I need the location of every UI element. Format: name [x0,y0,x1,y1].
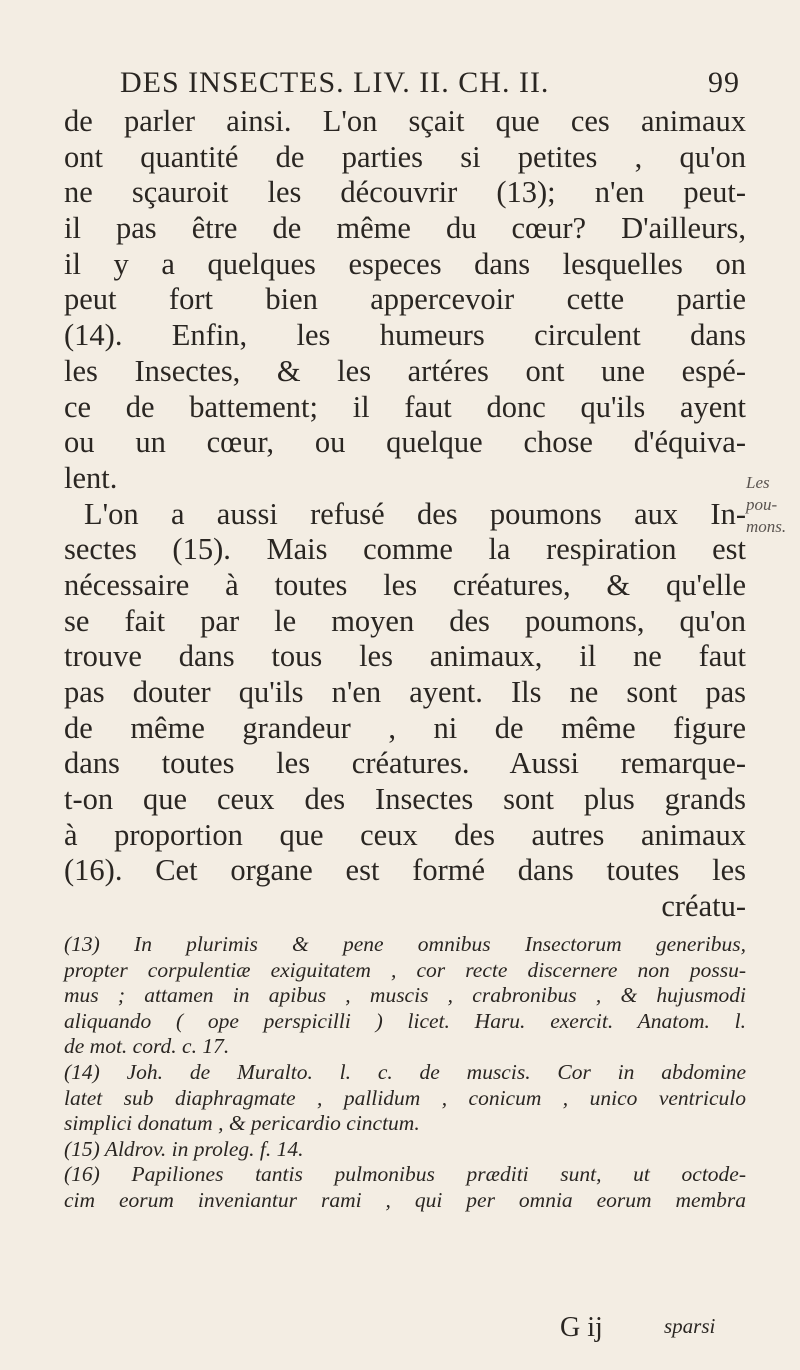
footnote-line: (16) Papiliones tantis pulmonibus præditi sunt, ut octode- [64,1162,746,1187]
text-line: ne sçauroit les découvrir (13); n'en peut- [64,175,746,210]
main-text [64,104,746,925]
footnote-line: de mot. cord. c. 17. [64,1034,230,1059]
footnote-line: propter corpulentiæ exiguitatem , cor recte discernere non possu- [64,957,746,982]
footnote-line: mus ; attamen in apibus , muscis , crabronibus , & hujusmodi [64,983,746,1008]
text-line: il pas être de même du cœur? D'ailleurs, [64,211,746,246]
footnote-line: cim eorum inveniantur rami , qui per omnia eorum membra [64,1187,746,1212]
text-line: créatu- [661,889,746,924]
text-line: t-on que ceux des Insectes sont plus grands [64,782,746,817]
text-line: lent. [64,460,118,495]
margin-note-line: mons. [746,517,787,536]
text-line: peut fort bien appercevoir cette partie [64,282,746,317]
text-line: ont quantité de parties si petites , qu'on [64,139,746,174]
text-line: pas douter qu'ils n'en ayent. Ils ne sont pas [64,675,746,709]
footnote-line: latet sub diaphragmate , pallidum , conicum , unico ventriculo [64,1085,746,1110]
text-line: sectes (15). Mais comme la respiration est [64,532,746,567]
footnote-line: aliquando ( ope perspicilli ) licet. Haru. exercit. Anatom. l. [64,1008,746,1033]
footnotes [64,932,746,1214]
footnote-line: (14) Joh. de Muralto. l. c. de muscis. Cor in abdomine [64,1059,746,1084]
text-line: se fait par le moyen des poumons, qu'on [64,603,746,638]
catchword: sparsi [664,1314,716,1338]
text-line: il y a quelques especes dans lesquelles on [64,246,746,281]
margin-note-line: Les pou- [746,473,778,514]
text-line: à proportion que ceux des autres animaux [64,817,746,852]
footnote-line: (15) Aldrov. in proleg. f. 14. [64,1136,304,1161]
footnote-line: (13) In plurimis & pene omnibus Insectorum generibus, [64,932,746,956]
running-title: DES INSECTES. LIV. II. CH. II. [120,66,550,99]
footnote-line: simplici donatum , & pericardio cinctum. [64,1111,420,1136]
text-line: dans toutes les créatures. Aussi remarque- [64,746,746,781]
text-line: (14). Enfin, les humeurs circulent dans [64,318,746,353]
margin-note [746,472,800,538]
text-line: (16). Cet organe est formé dans toutes les [64,853,746,888]
text-line: ce de battement; il faut donc qu'ils ayent [64,389,746,424]
signature-mark: G ij [560,1312,603,1343]
page-number: 99 [708,66,740,99]
text-line: L'on a aussi refusé des poumons aux In- [84,496,746,531]
text-line: les Insectes, & les artéres ont une espé- [64,353,746,388]
text-line: trouve dans tous les animaux, il ne faut [64,639,746,674]
text-line: nécessaire à toutes les créatures, & qu'elle [64,567,746,602]
text-line: de même grandeur , ni de même figure [64,710,746,745]
text-line: de parler ainsi. L'on sçait que ces animaux [64,104,746,138]
text-line: ou un cœur, ou quelque chose d'équiva- [64,425,746,460]
page-header [120,66,740,100]
